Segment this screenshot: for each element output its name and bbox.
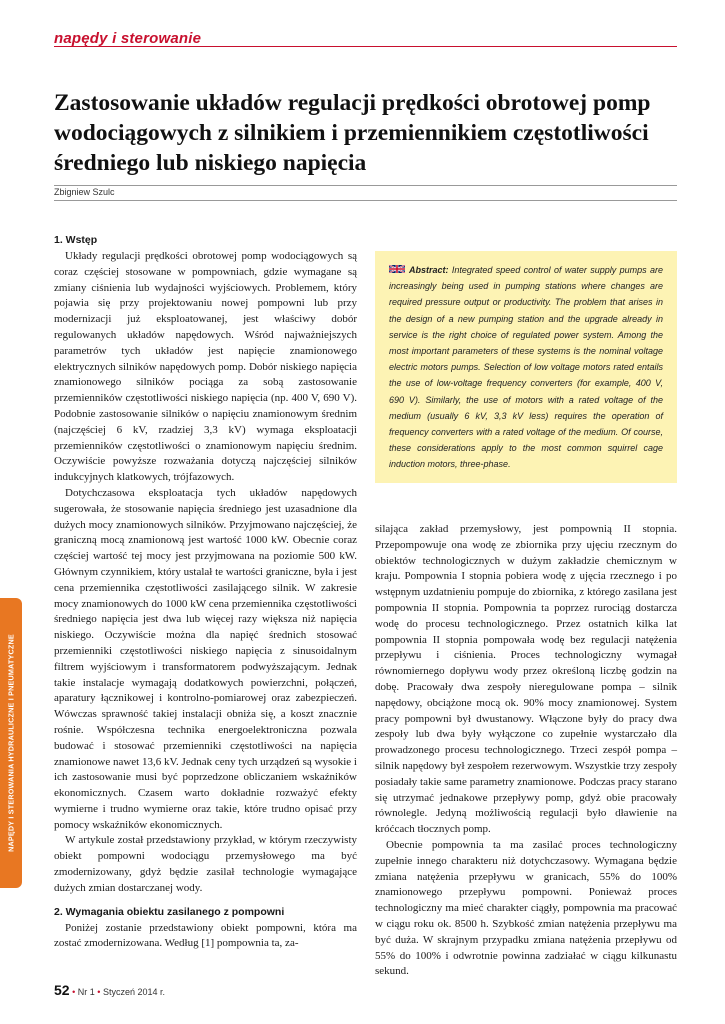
paragraph: Obecnie pompownia ta ma zasilać proces technologiczny zupełnie innego charakteru niż dotychczasowy. Wymagana będzie zmiana natężenia przepływu w granicach, 55% do 100% znamionowego przepływu pompowni. Ponieważ proces technologiczny ma mieć charakter ciągły, pompownia ma pracować w ciągu roku ok. 8500 h. Szybkość zmian natężenia przepływu ma być duża. W skrajnym przypadku zmiana natężenia przepływu od 55% do 100% i odwrotnie powinna zadziałać w ciągu kilkunastu sekund. [375,838,677,978]
abstract-text: Integrated speed control of water supply pumps are increasingly being used in pumping stations where changes are required pressure output or productivity. The problem that arises in the design of a new pumping station and the upgrade already in service is the right choice of regulated power system. Among the most important parameters of these systems is the nominal voltage electric motors pumps. Selection of low voltage motors rated entails the use of low-voltage frequency converters (for example, 400 V, 690 V). Similarly, the use of motors with a rated voltage of the medium (usually 6 kV, 3,3 kV less) requires the operation of frequency converters with a rated voltage of the medium. Of course, these considerations apply to the most common squirrel cage induction motors, three-phase. [389,265,663,470]
left-column [54,232,357,952]
article-title: Zastosowanie układów regulacji prędkości obrotowej pomp wodociągowych z silnikiem i przemiennikiem częstotliwości średniego lub niskiego napięcia [54,90,651,176]
uk-flag-icon [389,264,405,274]
sidebar-label: NAPĘDY I STEROWANIA HYDRAULICZNE I PNEUMATYCZNE [6,634,16,852]
paragraph: Układy regulacji prędkości obrotowej pomp wodociągowych są coraz częściej stosowane w pompowniach, gdzie wymagane są zmiany ciśnienia lub wydajności wyjściowych. Problemem, który pojawia się przy projektowaniu nowej pompowni lub przy modernizacji już eksploatowanej, jest właściwy dobór regulowanych układów napędowych. Wśród najważniejszych parametrów tych układów jest napięcie znamionowego elektrycznych silników napędowych pomp. Dobór niskiego napięcia znamionowego silników pociąga za sobą zastosowanie przemienników częstotliwości niskiego napięcia (np. 400 V, 690 V). Podobnie zastosowanie silników o napięciu znamionowym średnim (najczęściej 6 kV, rzadziej 3,3 kV) wymaga eksploatacji przemienników częstotliwości o znamionowym napięciu średnim. Oczywiście powyższe rozważania dotyczą najczęściej silników indukcyjnych klatkowych, trójfazowych. [54,250,357,484]
section-heading-intro: 1. Wstęp [54,234,98,246]
author-name: Zbigniew Szulc [54,187,115,197]
right-column [375,522,677,980]
page-footer [54,982,165,998]
bullet-icon: • [72,987,76,997]
author-divider-bottom [54,200,677,201]
section-heading-requirements: 2. Wymagania obiektu zasilanego z pompowni [54,905,285,918]
author-divider-top [54,185,677,186]
paragraph: Dotychczasowa eksploatacja tych układów napędowych sugerowała, że stosowanie napięcia średniego jest uzasadnione dla dużych mocy znamionowych silników. Przyjmowano najczęściej, że graniczną mocą znamionową jest wartość 1000 kW. Obecnie coraz częściej wartość tej mocy jest przyjmowana na poziomie 500 kW. Głównym czynnikiem, który ustalał te wartości graniczne, była i jest cena przemiennika częstotliwości zasilającego silnik. W zakresie mocy znamionowych do 1000 kW cena przemiennika częstotliwości średniego napięcia jest dwa lub więcej razy większa niż napięcia niskiego. Oczywiście można dla napięć średnich stosować przemienniki częstotliwości niskiego napięcia z sinusoidalnym filtrem wyjściowym i transformatorem podwyższającym. Jednak takie instalacje wymagają dodatkowych powierzchni, połączeń, aparatury łącznikowej i kontrolno-pomiarowej oraz zabezpieczeń. Wówczas sprawność takiej instalacji obniża się, a koszt znacznie rośnie. Współczesna technika energoelektroniczna pozwala budować i stosować przemienniki częstotliwości na napięcia znamionowe nawet 13,6 kV. Jednak ceny tych urządzeń są wysokie i ich zastosowanie musi być poprzedzone obliczaniem wskaźników ekonomicznych. Czasem warto dokładnie rozważyć efekty wymierne i trudno wymierne oraz takie, które trudno opisać przy pomocy wskaźników ekonomicznych. [54,486,357,831]
page-number: 52 [54,982,70,998]
bullet-icon: • [97,987,101,997]
paragraph: Poniżej zostanie przedstawiony obiekt pompowni, która ma zostać zmodernizowana. Według [1] pompownia ta, za- [54,921,357,950]
issue-number: Nr 1 [77,987,95,997]
abstract-box [375,251,677,483]
issue-date: Styczeń 2014 r. [102,987,166,997]
section-rule [54,46,677,47]
paragraph: W artykule został przedstawiony przykład, w którym rzeczywisty obiekt pompowni wodociągu przemysłowego ma być zmodernizowany, gdyż będzie zasilał technologie wymagające dużych zmian dostarczanej wody. [54,834,357,894]
abstract-label: Abstract: [409,265,449,275]
paragraph: silająca zakład przemysłowy, jest pompownią II stopnia. Przepompowuje ona wodę ze zbiornika przy ujęciu rzecznym do obiektów technologicznych w dużym zakładzie chemicznym w kraju. Pompownia I stopnia pobiera wodę z ujęcia rzecznego i po wstępnym uzdatnieniu pompuje do zbiornika, z którego zasilana jest pompownia II stopnia. Pompownia ta poprzez rurociąg dostarcza wodę do procesu technologicznego. Przez ostatnich kilka lat pompownia II stopnia pompowała wodę bez regulacji natężenia przepływu i ciśnienia. Proces technologiczny wymagał równomiernego dopływu wody przez określoną liczbę godzin na dobę. Pracowały dwa zespoły nieregulowane pompa – silnik napędowy, obciążone mocą ok. 90% mocy znamionowej. System pracy pompowni był dwustanowy. Włączone były do pracy dwa zespoły lub dwa były wyłączone co zupełnie wystarczało dla prowadzonego procesu technologicznego. Trzeci zespół pompa – silnik napędowy był zespołem rezerwowym. Wszystkie trzy zespoły posiadały takie same parametry znamionowe. Podczas pracy starano się utrzymać jednakowe przepływy pomp, gdyż obie pracowały równolegle. Jedyną możliwością regulacji było dławienie na króćcach tłocznych pomp. [375,523,677,836]
section-label: napędy i sterowanie [54,30,202,47]
